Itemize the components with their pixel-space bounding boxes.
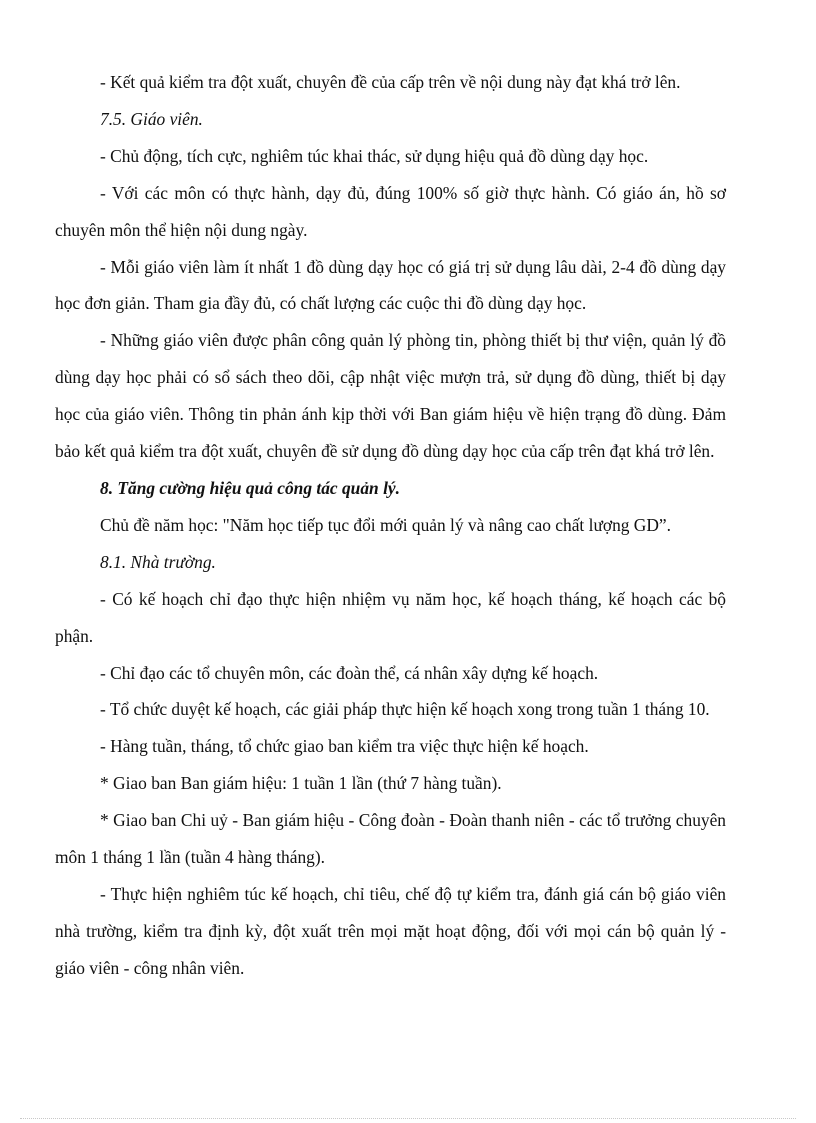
paragraph-8: Chủ đề năm học: "Năm học tiếp tục đổi mới quản lý và nâng cao chất lượng GD”. (100, 514, 671, 535)
paragraph-4: - Với các môn có thực hành, dạy đủ, đúng 100% số giờ thực hành. Có giáo án, hồ sơ chuyên môn thể hiện nội dung ngày. (55, 182, 726, 240)
paragraph-14: * Giao ban Ban giám hiệu: 1 tuần 1 lần (thứ 7 hàng tuần). (100, 773, 502, 794)
section-heading-8-1: 8.1. Nhà trường. (100, 551, 216, 572)
paragraph-10: - Có kế hoạch chỉ đạo thực hiện nhiệm vụ năm học, kế hoạch tháng, kế hoạch các bộ phận. (55, 588, 726, 646)
paragraph-5: - Mỗi giáo viên làm ít nhất 1 đồ dùng dạy học có giá trị sử dụng lâu dài, 2-4 đồ dùng dạy học đơn giản. Tham gia đầy đủ, có chất lượng các cuộc thi đồ dùng dạy học. (55, 256, 726, 314)
paragraph-1: - Kết quả kiểm tra đột xuất, chuyên đề của cấp trên về nội dung này đạt khá trở lên. (100, 72, 681, 92)
paragraph-13: - Hàng tuần, tháng, tổ chức giao ban kiểm tra việc thực hiện kế hoạch. (100, 736, 589, 757)
paragraph-11: - Chỉ đạo các tổ chuyên môn, các đoàn thể, cá nhân xây dựng kế hoạch. (100, 662, 599, 683)
document-page (55, 64, 726, 987)
paragraph-16: - Thực hiện nghiêm túc kế hoạch, chỉ tiêu, chế độ tự kiểm tra, đánh giá cán bộ giáo viên nhà trường, kiểm tra định kỳ, đột xuất trên mọi mặt hoạt động, đối với mọi cán bộ quản lý - giáo viên - công nhân viên. (55, 883, 726, 978)
paragraph-3: - Chủ động, tích cực, nghiêm túc khai thác, sử dụng hiệu quả đồ dùng dạy học. (100, 145, 649, 166)
paragraph-12: - Tổ chức duyệt kế hoạch, các giải pháp thực hiện kế hoạch xong trong tuần 1 tháng 10. (100, 699, 710, 720)
section-heading-8: 8. Tăng cường hiệu quả công tác quản lý. (100, 477, 400, 498)
page-bottom-divider (20, 1118, 796, 1119)
paragraph-6: - Những giáo viên được phân công quản lý phòng tin, phòng thiết bị thư viện, quản lý đồ dùng dạy học phải có sổ sách theo dõi, cập nhật việc mượn trả, sử dụng đồ dùng, thiết bị dạy học của giáo viên. Thông tin phản ánh kịp thời với Ban giám hiệu về hiện trạng đồ dùng. Đảm bảo kết quả kiểm tra đột xuất, chuyên đề sử dụng đồ dùng dạy học của cấp trên đạt khá trở lên. (55, 330, 726, 462)
section-heading-7-5: 7.5. Giáo viên. (100, 108, 203, 129)
paragraph-15: * Giao ban Chi uỷ - Ban giám hiệu - Công đoàn - Đoàn thanh niên - các tổ trưởng chuyên môn 1 tháng 1 lần (tuần 4 hàng tháng). (55, 810, 726, 868)
